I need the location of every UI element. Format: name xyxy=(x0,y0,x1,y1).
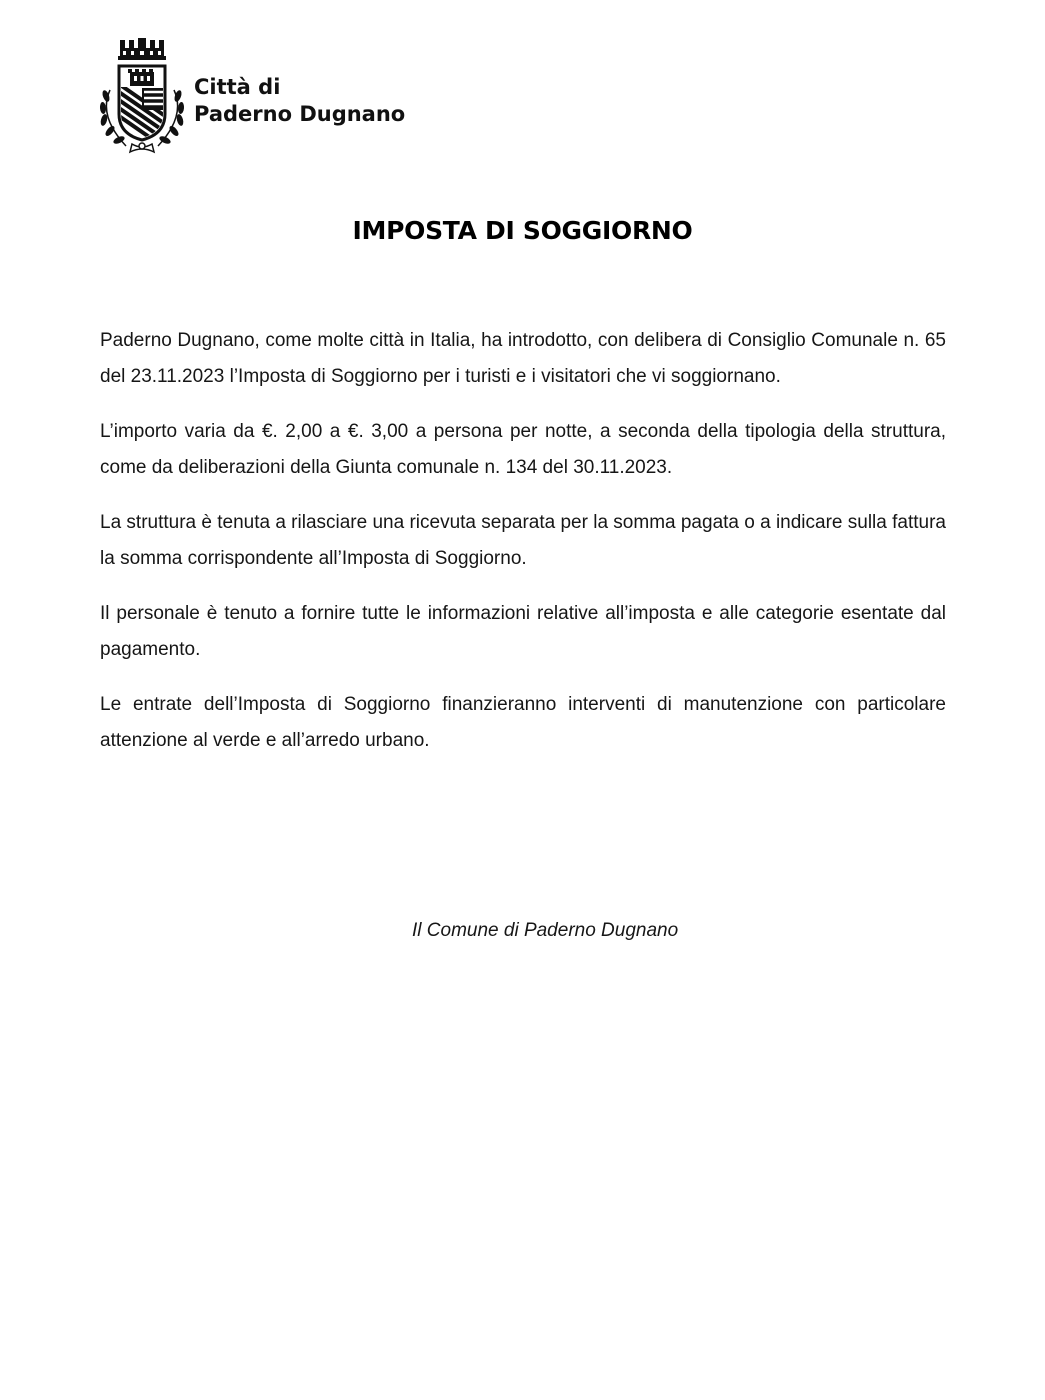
paragraph-receipt: La struttura è tenuta a rilasciare una ricevuta separata per la somma pagata o a indicare sulla fattura la somma corrispondente all’Imposta di Soggiorno. xyxy=(100,512,946,569)
paragraph-introduction: Paderno Dugnano, come molte città in Italia, ha introdotto, con delibera di Consiglio Comunale n. 65 del 23.11.2023 l’Imposta di Soggiorno per i turisti e i visitatori che vi soggiornano. xyxy=(100,330,946,387)
letterhead xyxy=(96,38,456,158)
city-name xyxy=(194,74,405,128)
document-body xyxy=(100,323,946,778)
paragraph-amount: L’importo varia da €. 2,00 a €. 3,00 a persona per notte, a seconda della tipologia della struttura, come da deliberazioni della Giunta comunale n. 134 del 30.11.2023. xyxy=(100,421,946,478)
city-name-line2: Paderno Dugnano xyxy=(194,102,406,126)
coat-of-arms-icon xyxy=(96,38,188,154)
signature: Il Comune di Paderno Dugnano xyxy=(412,920,679,941)
paragraph-revenue: Le entrate dell’Imposta di Soggiorno finanzieranno interventi di manutenzione con particolare attenzione al verde e all’arredo urbano. xyxy=(100,694,946,751)
document-title: IMPOSTA DI SOGGIORNO xyxy=(352,216,693,245)
city-name-line1: Città di xyxy=(194,75,281,99)
paragraph-staff: Il personale è tenuto a fornire tutte le informazioni relative all’imposta e alle categorie esentate dal pagamento. xyxy=(100,603,946,660)
